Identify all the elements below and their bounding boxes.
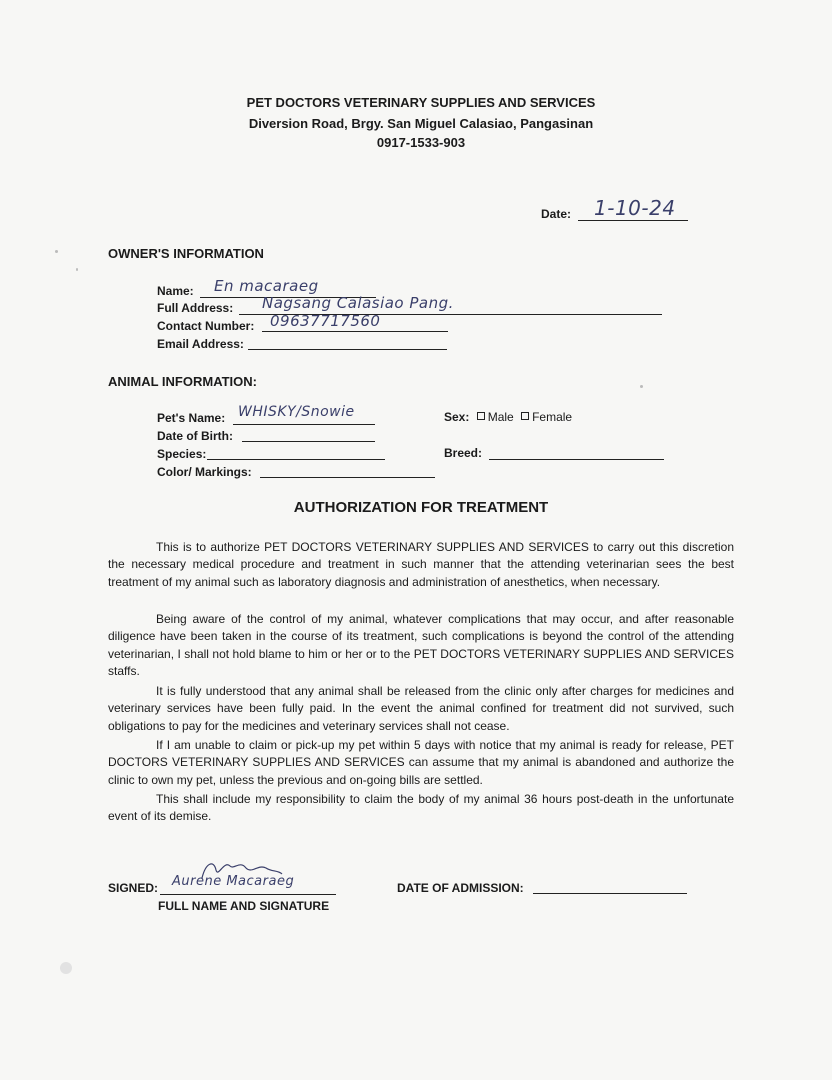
pet-name-label: Pet's Name: xyxy=(157,411,226,425)
paper-speck xyxy=(55,250,58,253)
auth-paragraph-3: It is fully understood that any animal shall be released from the clinic only after charges for medicines and veterinary services have been fully paid. In the event the animal confined for treatment did not survived, such obligations to pay for the medicines and veterinary services shall not cease. xyxy=(108,684,734,733)
male-label: Male xyxy=(487,410,514,424)
admission-line[interactable] xyxy=(533,893,687,894)
clinic-name: PET DOCTORS VETERINARY SUPPLIES AND SERVICES xyxy=(246,95,596,110)
pet-name-line[interactable] xyxy=(233,424,375,425)
signature-line[interactable] xyxy=(160,894,336,895)
auth-paragraph-4: If I am unable to claim or pick-up my pet within 5 days with notice that my animal is ready for release, PET DOCTORS VETERINARY SUPPLIES AND SERVICES can assume that my animal is abandoned and authorize the clinic to own my pet, unless the previous and on-going bills are settled. xyxy=(108,738,734,787)
auth-paragraph-1: This is to authorize PET DOCTORS VETERINARY SUPPLIES AND SERVICES to carry out this discretion the necessary medical procedure and treatment in such manner that the attending veterinarian sees the best treatment of my animal such as laboratory diagnosis and administration of anesthetics, when necessary. xyxy=(108,540,734,589)
contact-line[interactable] xyxy=(262,331,448,332)
species-line[interactable] xyxy=(207,459,385,460)
female-label: Female xyxy=(532,410,573,424)
signature-caption: FULL NAME AND SIGNATURE xyxy=(158,899,330,913)
dob-label: Date of Birth: xyxy=(157,429,233,443)
animal-section-title: ANIMAL INFORMATION: xyxy=(108,374,257,389)
owner-section-title: OWNER'S INFORMATION xyxy=(108,246,264,261)
address-label: Full Address: xyxy=(157,301,234,315)
auth-paragraph-2: Being aware of the control of my animal, whatever complications that may occur, and after reasonable diligence have been taken in the course of its treatment, such complications is beyond the control of the attending veterinarian, I shall not hold blame to him or her or to the PET DOCTORS VETERINARY SUPPLIES AND SERVICES staffs. xyxy=(108,612,734,678)
dob-line[interactable] xyxy=(242,441,375,442)
female-checkbox[interactable] xyxy=(521,412,529,420)
clinic-address: Diversion Road, Brgy. San Miguel Calasiao, Pangasinan xyxy=(248,116,594,131)
admission-label: DATE OF ADMISSION: xyxy=(397,881,524,895)
signature-scribble xyxy=(196,856,286,886)
breed-label: Breed: xyxy=(444,446,483,460)
date-value: 1-10-24 xyxy=(594,196,676,220)
authorization-title: AUTHORIZATION FOR TREATMENT xyxy=(293,499,549,516)
paper-speck xyxy=(76,268,78,271)
signed-label: SIGNED: xyxy=(108,881,159,895)
email-line[interactable] xyxy=(248,349,447,350)
contact-value: 09637717560 xyxy=(270,312,381,330)
color-line[interactable] xyxy=(260,477,435,478)
date-label: Date: xyxy=(541,207,572,221)
species-label: Species: xyxy=(157,447,207,461)
email-label: Email Address: xyxy=(157,337,244,351)
color-label: Color/ Markings: xyxy=(157,465,252,479)
breed-line[interactable] xyxy=(489,459,664,460)
pet-name-value: WHISKY/Snowie xyxy=(238,404,355,420)
sex-field xyxy=(444,410,572,424)
signature-value: Aurene Macaraeg xyxy=(172,874,295,889)
date-line[interactable] xyxy=(578,220,688,221)
auth-paragraph-5: This shall include my responsibility to claim the body of my animal 36 hours post-death in the unfortunate event of its demise. xyxy=(108,792,734,824)
address-value: Nagsang Calasiao Pang. xyxy=(262,294,454,312)
owner-name-value: En macaraeg xyxy=(214,277,319,295)
clinic-phone: 0917-1533-903 xyxy=(376,135,466,150)
sex-label: Sex: xyxy=(444,410,470,424)
male-checkbox[interactable] xyxy=(477,412,485,420)
owner-name-label: Name: xyxy=(157,284,194,298)
contact-label: Contact Number: xyxy=(157,319,255,333)
paper-speck xyxy=(640,385,643,388)
paper-speck xyxy=(60,962,72,974)
